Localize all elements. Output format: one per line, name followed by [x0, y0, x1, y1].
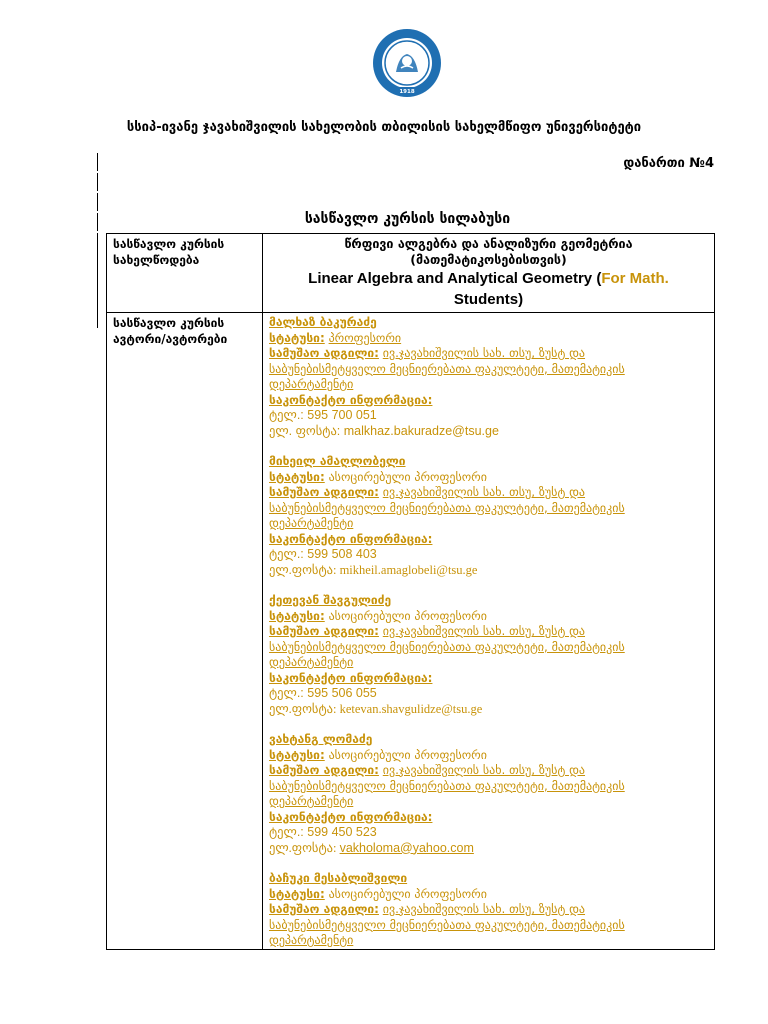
- margin-bar: [97, 173, 98, 191]
- status-label: სტატუსი:: [269, 608, 325, 623]
- workplace-line: საბუნებისმეტყველო მეცნიერებათა ფაკულტეტი, მათემატიკის: [269, 500, 625, 515]
- author-block: [269, 315, 708, 439]
- workplace-line: დეპარტამენტი: [269, 516, 354, 530]
- contact-label: საკონტაქტო ინფორმაცია:: [269, 392, 433, 407]
- university-seal-logo: [372, 28, 442, 98]
- email-link[interactable]: ketevan.shavgulidze@tsu.ge: [339, 701, 483, 716]
- author-name: მიხეილ ამაღლობელი: [269, 454, 406, 468]
- syllabus-table: [106, 233, 715, 950]
- table-row: [107, 234, 715, 313]
- email-prefix: ელ.ფოსტა:: [269, 840, 337, 855]
- course-name-en-main: Linear Algebra and Analytical Geometry (: [308, 270, 602, 287]
- status-value: პროფესორი: [328, 330, 402, 345]
- author-block: [269, 732, 708, 856]
- margin-bar: [97, 193, 98, 211]
- course-name-ge-line1: წრფივი ალგებრა და ანალიზური გეომეტრია: [344, 236, 633, 251]
- workplace-label: სამუშაო ადგილი:: [269, 902, 379, 916]
- status-label: სტატუსი:: [269, 330, 325, 345]
- margin-bar: [97, 153, 98, 171]
- course-name-cell: [263, 234, 715, 313]
- workplace-line: საბუნებისმეტყველო მეცნიერებათა ფაკულტეტი, მათემატიკის: [269, 778, 625, 793]
- author-block: [269, 454, 708, 578]
- phone: ტელ.: 599 508 403: [269, 547, 377, 561]
- author-name: ქეთევან შავგულიძე: [269, 593, 392, 607]
- authors-label: სასწავლო კურსის ავტორი/ავტორები: [107, 313, 263, 950]
- course-name-en-accent: For Math.: [601, 270, 669, 287]
- status-label: სტატუსი:: [269, 747, 325, 762]
- status-value: ასოცირებული პროფესორი: [328, 608, 487, 623]
- author-block: [269, 593, 708, 717]
- seal-year: 1918: [399, 89, 415, 95]
- workplace-line: საბუნებისმეტყველო მეცნიერებათა ფაკულტეტი, მათემატიკის: [269, 361, 625, 376]
- status-value: ასოცირებული პროფესორი: [328, 886, 487, 901]
- status-value: ასოცირებული პროფესორი: [328, 469, 487, 484]
- author-name: მალხაზ ბაკურაძე: [269, 315, 377, 329]
- workplace-label: სამუშაო ადგილი:: [269, 763, 379, 777]
- workplace-line: დეპარტამენტი: [269, 377, 354, 391]
- workplace-line: დეპარტამენტი: [269, 655, 354, 669]
- phone: ტელ.: 599 450 523: [269, 825, 377, 839]
- table-row: [107, 313, 715, 950]
- status-label: სტატუსი:: [269, 886, 325, 901]
- workplace-label: სამუშაო ადგილი:: [269, 346, 379, 360]
- workplace-label: სამუშაო ადგილი:: [269, 485, 379, 499]
- workplace-label: სამუშაო ადგილი:: [269, 624, 379, 638]
- contact-label: საკონტაქტო ინფორმაცია:: [269, 531, 433, 546]
- course-name-en: [269, 268, 708, 310]
- author-name: ბაჩუკი მესაბლიშვილი: [269, 871, 408, 885]
- workplace-line: საბუნებისმეტყველო მეცნიერებათა ფაკულტეტი, მათემატიკის: [269, 917, 625, 932]
- email-link[interactable]: malkhaz.bakuradze@tsu.ge: [343, 423, 499, 438]
- email-link[interactable]: mikheil.amaglobeli@tsu.ge: [339, 562, 478, 577]
- workplace-line: ივ.ჯავახიშვილის სახ. თსუ, ზუსტ და: [382, 485, 586, 499]
- workplace-line: ივ.ჯავახიშვილის სახ. თსუ, ზუსტ და: [382, 763, 586, 777]
- workplace-line: საბუნებისმეტყველო მეცნიერებათა ფაკულტეტი, მათემატიკის: [269, 639, 625, 654]
- email-link[interactable]: vakholoma@yahoo.com: [339, 840, 474, 855]
- margin-bar: [97, 233, 98, 328]
- phone: ტელ.: 595 700 051: [269, 408, 377, 422]
- workplace-line: ივ.ჯავახიშვილის სახ. თსუ, ზუსტ და: [382, 624, 586, 638]
- email-prefix: ელ. ფოსტა:: [269, 423, 341, 438]
- authors-cell: [263, 313, 715, 950]
- email-prefix: ელ.ფოსტა:: [269, 701, 337, 716]
- author-block: [269, 871, 708, 947]
- workplace-line: დეპარტამენტი: [269, 794, 354, 808]
- university-name: სსიპ-ივანე ჯავახიშვილის სახელობის თბილისის სახელმწიფო უნივერსიტეტი: [126, 120, 642, 135]
- status-label: სტატუსი:: [269, 469, 325, 484]
- course-name-en-end: Students): [453, 291, 524, 308]
- workplace-line: დეპარტამენტი: [269, 933, 354, 947]
- contact-label: საკონტაქტო ინფორმაცია:: [269, 809, 433, 824]
- course-name-label: სასწავლო კურსის სახელწოდება: [107, 234, 263, 313]
- workplace-line: ივ.ჯავახიშვილის სახ. თსუ, ზუსტ და: [382, 902, 586, 916]
- workplace-line: ივ.ჯავახიშვილის სახ. თსუ, ზუსტ და: [382, 346, 586, 360]
- email-prefix: ელ.ფოსტა:: [269, 562, 337, 577]
- syllabus-title: სასწავლო კურსის სილაბუსი: [304, 211, 511, 227]
- contact-label: საკონტაქტო ინფორმაცია:: [269, 670, 433, 685]
- course-name-ge-line2: (მათემატიკოსებისთვის): [410, 252, 567, 267]
- annex-label: დანართი №4: [623, 156, 714, 171]
- phone: ტელ.: 595 506 055: [269, 686, 377, 700]
- status-value: ასოცირებული პროფესორი: [328, 747, 487, 762]
- author-name: ვახტანგ ლომაძე: [269, 732, 373, 746]
